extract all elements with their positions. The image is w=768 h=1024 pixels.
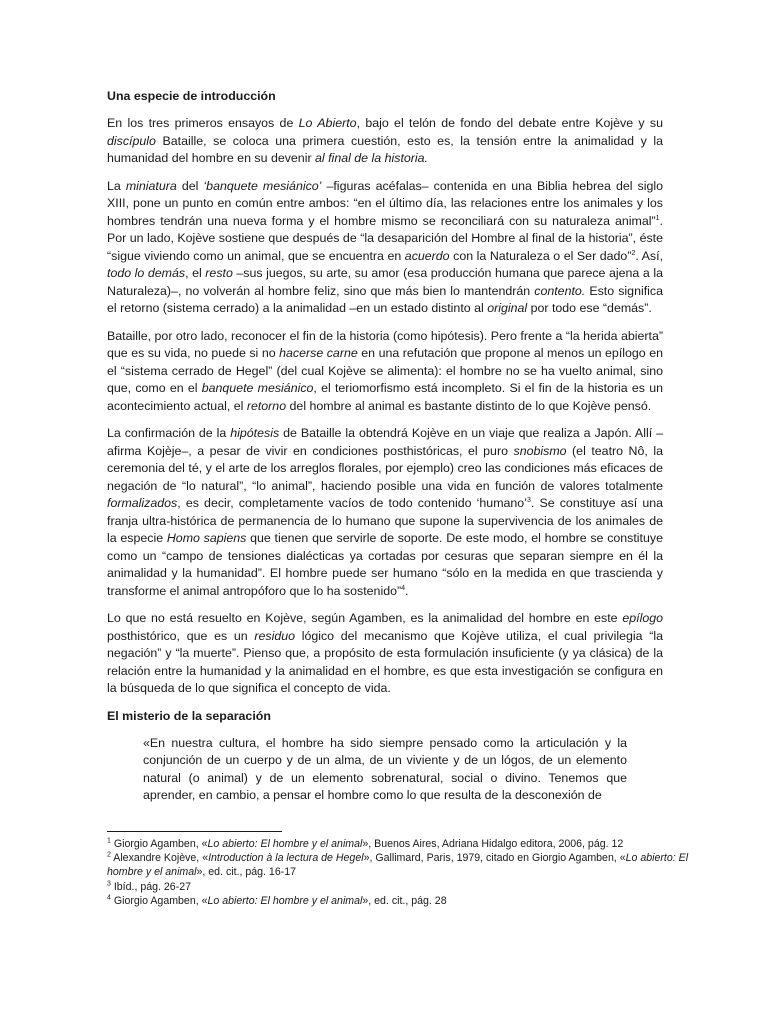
- footnote-2: [107, 851, 697, 879]
- italic-text: original: [487, 301, 528, 315]
- footnote-marker: 3: [107, 880, 111, 888]
- footnote-separator: [107, 831, 282, 832]
- text-run: , el teriomorfismo está incompleto. Si el fin de la historia es un acontecimiento actual, el: [107, 381, 663, 413]
- text-run: Giorgio Agamben, «: [110, 838, 208, 850]
- text-run: Giorgio Agamben, «: [110, 894, 208, 907]
- italic-text: al final de la historia.: [315, 151, 428, 165]
- italic-text: Homo sapiens: [166, 531, 247, 545]
- italic-text: miniatura: [125, 178, 177, 193]
- italic-text: todo lo demás: [107, 266, 186, 280]
- text-run: Ibíd., pág. 26-27: [110, 880, 192, 893]
- footnote-marker: 4: [401, 584, 406, 592]
- text-run: del: [176, 178, 204, 193]
- text-run: Alexandre Kojève, «: [110, 852, 209, 865]
- italic-text: epílogo: [622, 611, 663, 625]
- text-run: », ed. cit., pág. 28: [362, 894, 447, 907]
- text-run: », Gallimard, Paris, 1979, citado en Giorgio Agamben, «: [363, 852, 626, 865]
- text-run: «En nuestra cultura, el hombre ha sido siempre pensado como la articulación y la conjunción de un cuerpo y de un alma, de un viviente y de un: [143, 735, 627, 767]
- text-run: Bataille, por otro lado, reconocer el fin de la historia (como hipótesis). Pero frente a “la herida abierta” que es su vida, no puede si no: [107, 328, 663, 360]
- italic-text: resto: [205, 266, 233, 280]
- italic-text: Lo abierto: El hombre y el animal: [107, 852, 689, 879]
- text-run: Lo que no está resuelto en Kojève, según Agamben, es la animalidad del hombre en este: [107, 611, 623, 625]
- text-run: posthistórico, que es un: [107, 628, 255, 643]
- paragraph-5: [107, 610, 663, 698]
- section-heading-separation: El misterio de la separación: [107, 708, 271, 723]
- text-run: , bajo el telón de fondo del debate entre Kojève y su: [356, 116, 664, 130]
- text-run: », Buenos Aires, Adriana Hidalgo editora, 2006, pág. 12: [362, 838, 624, 850]
- footnotes: [107, 837, 697, 908]
- text-run: En los tres primeros ensayos de: [107, 116, 299, 130]
- text-run: por todo ese “demás”.: [527, 301, 652, 315]
- text-run: La confirmación de la: [107, 426, 231, 440]
- footnote-marker: 3: [526, 496, 531, 504]
- italic-text: Lo abierto: El hombre y el animal: [207, 894, 363, 907]
- footnote-3: [107, 880, 697, 894]
- italic-text: snobismo: [513, 443, 567, 458]
- paragraph-2: [107, 178, 663, 318]
- text-run: .: [405, 583, 409, 598]
- text-run: –figuras acéfalas– contenida en una Biblia hebrea del siglo XIII, pone un punto en común entre ambos: “en el último día, las relaciones entre los animales y los hombres tendrán una nueva forma y el hombre mismo se reconciliará con su naturaleza animal”: [107, 178, 664, 228]
- italic-text: formalizados: [107, 496, 178, 510]
- paragraph-3: [107, 328, 663, 416]
- italic-text: banquete mesiánico: [201, 381, 314, 395]
- footnote-4: [107, 894, 697, 908]
- text-run: Esto significa el retorno (sistema cerrado) a la animalidad –en un estado distinto al: [107, 283, 663, 315]
- paragraph-4: [107, 425, 663, 600]
- footnote-marker: 2: [107, 851, 111, 859]
- body-text: [107, 88, 663, 815]
- italic-text: Introduction à la lectura de Hegel: [208, 852, 364, 865]
- text-run: , es decir, completamente vacíos de todo contenido ‘humano’: [177, 496, 527, 510]
- block-quote: [143, 735, 627, 805]
- text-run: (el teatro Nô, la ceremonia del té, y el arte de los arreglos florales, por ejemplo) creo las condiciones más eficaces de negación de “lo natural”, “lo animal”, haciendo posible una vida en función de valores totalmente: [107, 443, 663, 493]
- footnote-1: [107, 837, 697, 851]
- text-run: . Así,: [635, 248, 664, 263]
- text-run: con la Naturaleza o el Ser dado”: [449, 248, 632, 263]
- italic-text: lógos: [501, 753, 531, 767]
- italic-text: retorno: [246, 398, 287, 413]
- text-run: que tienen que servirle de soporte. De este modo, el hombre se constituye como un “campo de tensiones dialécticas ya cortadas por cesuras que separan siempre en él la animalidad y la humanidad”. El hombre puede ser humano “sólo en la medida en que trascienda y transforme el animal antropóforo que lo ha sostenido”: [107, 531, 663, 598]
- paragraph-1: [107, 115, 663, 168]
- footnote-marker: 1: [655, 214, 660, 222]
- footnote-marker: 2: [631, 249, 636, 257]
- text-run: , de un elemento natural (o animal) y de un elemento sobrenatural, social o divino. Tenemos que aprender, en cambio, a pensar el hombre como lo que resulta de la desconexión de: [143, 753, 627, 802]
- italic-text: residuo: [254, 628, 295, 643]
- italic-text: acuerdo: [404, 248, 450, 263]
- text-run: Bataille, se coloca una primera cuestión, esto es, la tensión entre la animalidad y la humanidad del hombre en su devenir: [107, 133, 663, 165]
- italic-text: discípulo: [107, 133, 156, 148]
- text-run: , el: [185, 266, 206, 280]
- italic-text: Lo Abierto: [298, 116, 357, 130]
- text-run: lógico del mecanismo que Kojève utiliza, el cual privilegia “la negación” y “la muerte”. Pienso que, a propósito de esta formulación insuficiente (y ya clásica) de la relación entre la humanidad y la animalidad en el hombre, es que esta investigación se configura en la búsqueda de lo que significa el concepto de vida.: [107, 628, 663, 695]
- italic-text: Lo abierto: El hombre y el animal: [207, 838, 363, 850]
- section-heading-intro: Una especie de introducción: [107, 89, 276, 103]
- italic-text: hacerse carne: [279, 346, 358, 360]
- text-run: », ed. cit., pág. 16-17: [196, 866, 297, 879]
- text-run: –sus juegos, su arte, su amor (esa producción humana que parece ajena a la Naturaleza)–, no volverán al hombre feliz, sino que más bien lo mantendrán: [107, 266, 663, 298]
- footnote-marker: 1: [107, 837, 111, 845]
- italic-text: ‘banquete mesiánico’: [203, 178, 322, 193]
- text-run: del hombre al animal es bastante distinto de lo que Kojève pensó.: [286, 398, 652, 413]
- footnote-marker: 4: [107, 894, 111, 902]
- text-run: en una refutación que propone al menos un epílogo en el “sistema cerrado de Hegel” (del cual Kojève se alimenta): el hombre no se ha vuelto animal, sino que, como en el: [107, 346, 663, 395]
- text-run: . Se constituye así una franja ultra-histórica de permanencia de lo humano que supone la supervivencia de los animales de la especie: [107, 496, 663, 545]
- italic-text: hipótesis: [230, 426, 280, 440]
- text-run: de Bataille la obtendrá Kojève en un viaje que realiza a Japón. Allí –afirma Kojèje–, a pesar de vivir en condiciones posthistóricas, el puro: [107, 426, 663, 458]
- text-run: La: [107, 178, 126, 193]
- italic-text: contento.: [534, 283, 586, 298]
- text-run: . Por un lado, Kojève sostiene que después de “la desaparición del Hombre al final de la historia”, éste “sigue viviendo como un animal, que se encuentra en: [107, 213, 663, 263]
